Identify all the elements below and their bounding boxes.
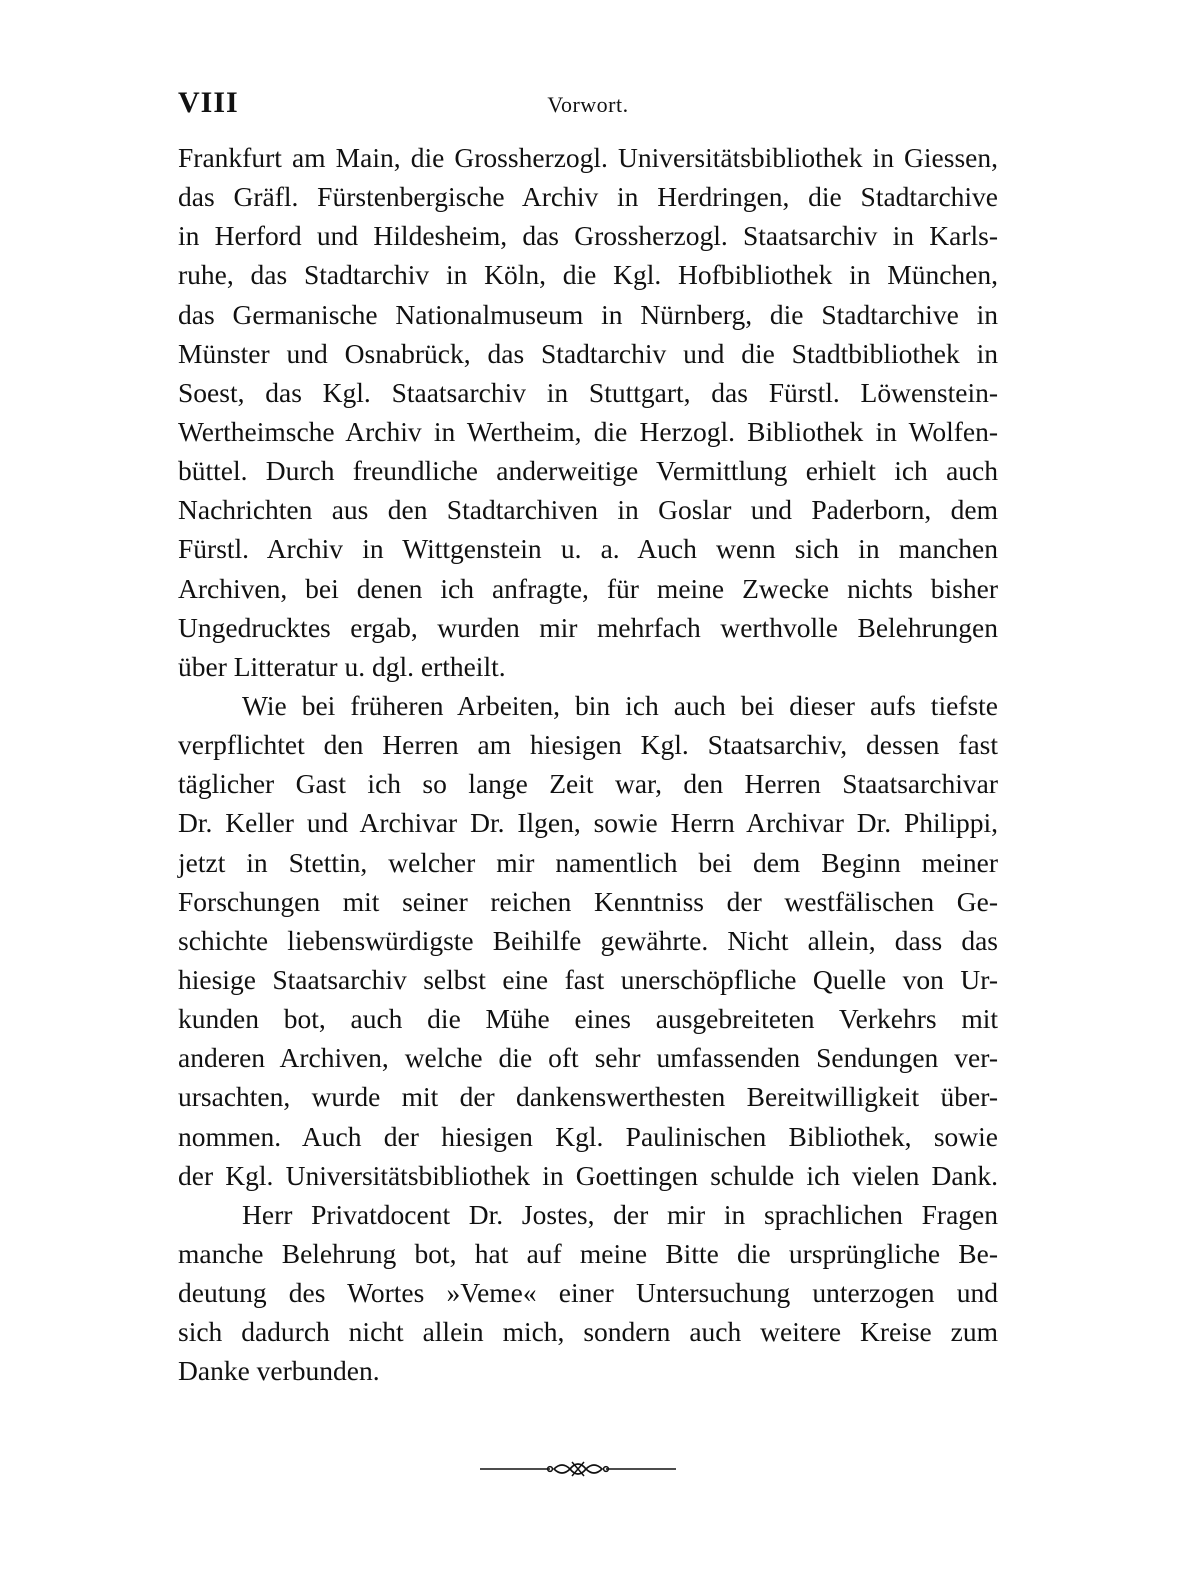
preface-text — [178, 138, 998, 1391]
ornament-divider — [478, 1452, 678, 1486]
text-line: Dr. Keller und Archivar Dr. Ilgen, sowie Herrn Archivar Dr. Philippi, — [178, 807, 998, 839]
text-line: büttel. Durch freundliche anderweitige Vermittlung erhielt ich auch — [178, 455, 998, 487]
text-line: in Herford und Hildesheim, das Grossherzogl. Staatsarchiv in Karls- — [178, 220, 998, 252]
text-line: ursachten, wurde mit der dankenswerthesten Bereitwilligkeit über- — [178, 1081, 998, 1113]
text-line: der Kgl. Universitätsbibliothek in Goettingen schulde ich vielen Dank. — [178, 1159, 998, 1191]
text-line: Soest, das Kgl. Staatsarchiv in Stuttgart, das Fürstl. Löwenstein- — [178, 376, 998, 408]
text-line: Ungedrucktes ergab, wurden mir mehrfach werthvolle Belehrungen — [178, 611, 998, 643]
text-line: Archiven, bei denen ich anfragte, für meine Zwecke nichts bisher — [178, 572, 998, 604]
text-line: Forschungen mit seiner reichen Kenntniss der westfälischen Ge- — [178, 885, 998, 917]
text-line: Fürstl. Archiv in Wittgenstein u. a. Auch wenn sich in manchen — [178, 533, 998, 565]
text-line: deutung des Wortes »Veme« einer Untersuchung unterzogen und — [178, 1277, 998, 1309]
text-line: anderen Archiven, welche die oft sehr umfassenden Sendungen ver- — [178, 1042, 998, 1074]
text-line: jetzt in Stettin, welcher mir namentlich bei dem Beginn meiner — [178, 846, 998, 878]
text-line: Wie bei früheren Arbeiten, bin ich auch bei dieser aufs tiefste — [242, 689, 998, 721]
text-line: schichte liebenswürdigste Beihilfe gewährte. Nicht allein, dass das — [178, 924, 998, 956]
text-line: nommen. Auch der hiesigen Kgl. Paulinischen Bibliothek, sowie — [178, 1120, 998, 1152]
text-line: das Germanische Nationalmuseum in Nürnberg, die Stadtarchive in — [178, 298, 998, 330]
text-line: Danke verbunden. — [178, 1355, 380, 1387]
text-line: ruhe, das Stadtarchiv in Köln, die Kgl. Hofbibliothek in München, — [178, 259, 998, 291]
text-line: kunden bot, auch die Mühe eines ausgebreiteten Verkehrs mit — [178, 1003, 998, 1035]
text-line: Nachrichten aus den Stadtarchiven in Goslar und Paderborn, dem — [178, 494, 998, 526]
page-number: VIII — [178, 86, 239, 119]
text-line: über Litteratur u. dgl. ertheilt. — [178, 650, 506, 682]
text-line: verpflichtet den Herren am hiesigen Kgl. Staatsarchiv, dessen fast — [178, 729, 998, 761]
text-line: Wertheimsche Archiv in Wertheim, die Herzogl. Bibliothek in Wolfen- — [178, 415, 998, 447]
text-line: das Gräfl. Fürstenbergische Archiv in Herdringen, die Stadtarchive — [178, 181, 998, 213]
page-header — [178, 86, 998, 126]
text-line: hiesige Staatsarchiv selbst eine fast unerschöpfliche Quelle von Ur- — [178, 963, 998, 995]
running-title: Vorwort. — [547, 92, 629, 117]
text-line: Herr Privatdocent Dr. Jostes, der mir in sprachlichen Fragen — [242, 1198, 998, 1230]
text-line: täglicher Gast ich so lange Zeit war, den Herren Staatsarchivar — [178, 768, 998, 800]
text-line: manche Belehrung bot, hat auf meine Bitte die ursprüngliche Be- — [178, 1237, 998, 1269]
text-line: sich dadurch nicht allein mich, sondern auch weitere Kreise zum — [178, 1316, 998, 1348]
text-line: Münster und Osnabrück, das Stadtarchiv und die Stadtbibliothek in — [178, 337, 998, 369]
text-line: Frankfurt am Main, die Grossherzogl. Universitätsbibliothek in Giessen, — [178, 142, 998, 173]
